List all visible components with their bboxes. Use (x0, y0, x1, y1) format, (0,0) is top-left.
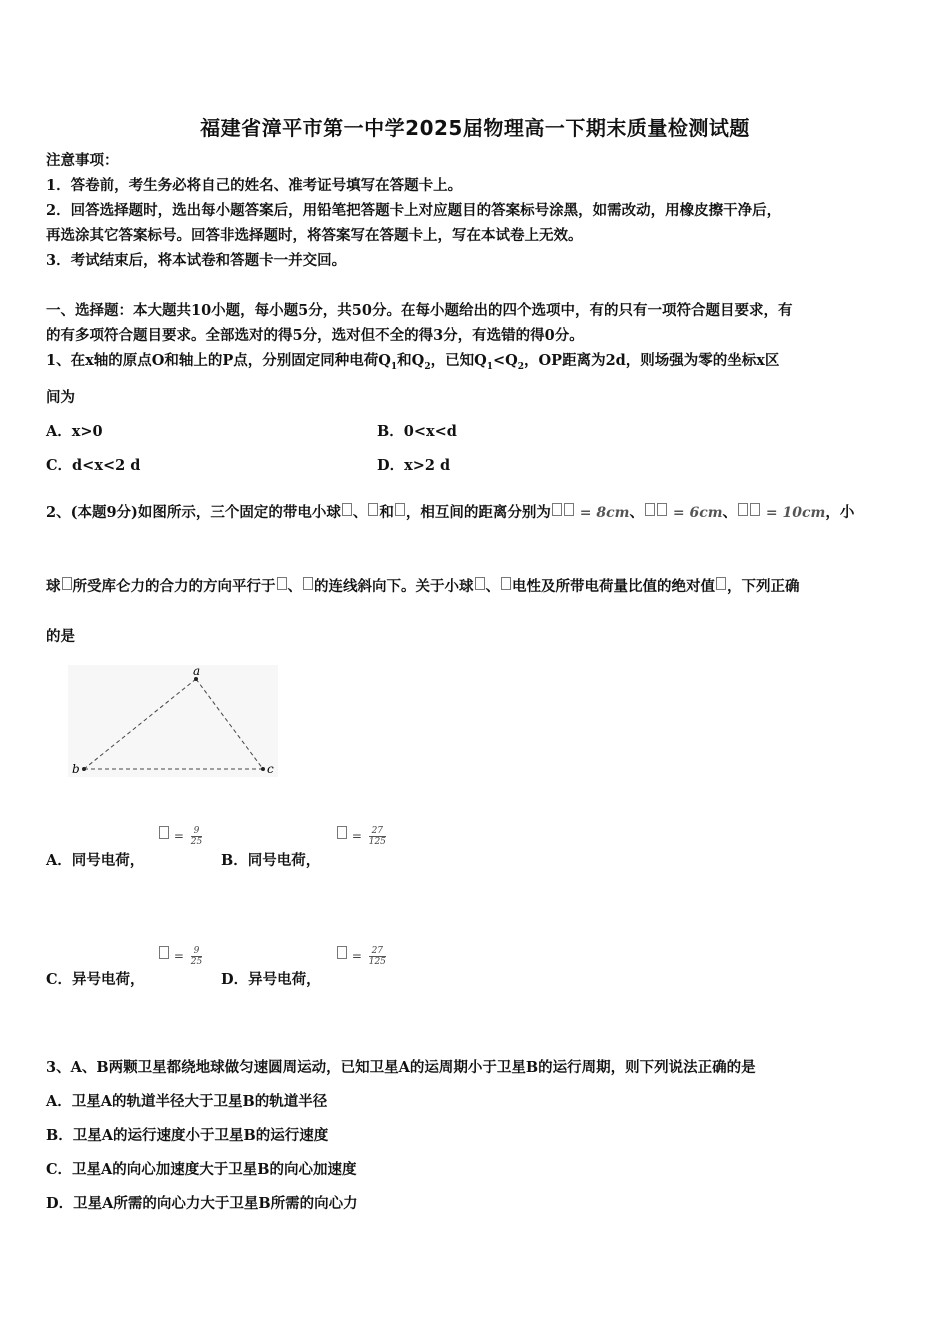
label-a: a (193, 665, 201, 678)
missing-glyph-icon (342, 503, 352, 516)
q2-option-c: C．异号电荷， (46, 971, 145, 988)
q1-option-a: A．x>0 (46, 423, 103, 440)
missing-glyph-icon (277, 577, 287, 590)
distance-ca: = 10cm (737, 503, 825, 523)
q3-option-b: B．卫星A的运行速度小于卫星B的运行速度 (46, 1127, 329, 1144)
notice-heading: 注意事项： (46, 152, 119, 169)
distance-bc: = 6cm (644, 503, 723, 523)
q2-option-d: D．异号电荷， (221, 971, 321, 988)
distance-ab: = 8cm (551, 503, 630, 523)
missing-glyph-icon (62, 577, 72, 590)
point-b (82, 767, 86, 771)
notice-item-1: 1．答卷前，考生务必将自己的姓名、准考证号填写在答题卡上。 (46, 177, 463, 194)
missing-glyph-icon (716, 577, 726, 590)
missing-glyph-icon (159, 946, 169, 959)
q2-stem-line-3: 的是 (46, 628, 75, 645)
q3-stem: 3、A、B两颗卫星都绕地球做匀速圆周运动，已知卫星A的运周期小于卫星B的运行周期，则下列说法正确的是 (46, 1059, 756, 1076)
q1-stem: 1、在x轴的原点O和轴上的P点，分别固定同种电荷$Q_1$和$Q_2$，已知$Q_1<Q_2$，OP距离为2d，则场强为零的坐标x区 (46, 352, 780, 372)
q2-stem: 2、(本题9分)如图所示，三个固定的带电小球 、 和 ，相互间的距离分别为 = 8cm、 = 6cm、 = 10cm，小 (46, 504, 855, 521)
q2-option-a: A．同号电荷， (46, 852, 145, 869)
section-intro-line-1: 一、选择题：本大题共10小题，每小题5分，共50分。在每小题给出的四个选项中，有的只有一项符合题目要求，有 (46, 302, 793, 319)
missing-glyph-icon (368, 503, 378, 516)
document-title: 福建省漳平市第一中学2025届物理高一下期末质量检测试题 (200, 116, 750, 140)
notice-item-3: 3．考试结束后，将本试卷和答题卡一并交回。 (46, 252, 347, 269)
q1-option-d: D．x>2 d (377, 457, 451, 474)
section-intro-line-2: 的有多项符合题目要求。全部选对的得5分，选对但不全的得3分，有选错的得0分。 (46, 327, 584, 344)
missing-glyph-icon (337, 826, 347, 839)
q3-option-a: A．卫星A的轨道半径大于卫星B的轨道半径 (46, 1093, 328, 1110)
triangle-diagram (68, 665, 278, 777)
q2-option-d-ratio: = $\frac{27}{125}$ (336, 946, 386, 967)
point-c (261, 767, 265, 771)
missing-glyph-icon (159, 826, 169, 839)
figure-background (68, 665, 278, 777)
q2-option-c-ratio: = $\frac{9}{25}$ (158, 946, 202, 967)
q2-option-b-ratio: = $\frac{27}{125}$ (336, 826, 386, 847)
q3-option-c: C．卫星A的向心加速度大于卫星B的向心加速度 (46, 1161, 357, 1178)
notice-item-2-cont: 再选涂其它答案标号。回答非选择题时，将答案写在答题卡上，写在本试卷上无效。 (46, 227, 583, 244)
q1-option-b: B．0<x<d (377, 423, 457, 440)
missing-glyph-icon (303, 577, 313, 590)
q3-option-d: D．卫星A所需的向心力大于卫星B所需的向心力 (46, 1195, 358, 1212)
label-c: c (267, 762, 274, 776)
q2-option-a-ratio: = $\frac{9}{25}$ (158, 826, 202, 847)
missing-glyph-icon (501, 577, 511, 590)
q1-stem-cont: 间为 (46, 389, 75, 406)
label-b: b (72, 762, 80, 776)
q1-option-c: C．d<x<2 d (46, 457, 141, 474)
q2-stem-line-2: 球 所受库仑力的合力的方向平行于 、 的连线斜向下。关于小球 、 电性及所带电荷量比值的绝对值 ，下列正确 (46, 578, 800, 595)
missing-glyph-icon (475, 577, 485, 590)
q2-option-b: B．同号电荷， (221, 852, 321, 869)
missing-glyph-icon (395, 503, 405, 516)
missing-glyph-icon (337, 946, 347, 959)
notice-item-2: 2．回答选择题时，选出每小题答案后，用铅笔把答题卡上对应题目的答案标号涂黑，如需改动，用橡皮擦干净后， (46, 202, 782, 219)
